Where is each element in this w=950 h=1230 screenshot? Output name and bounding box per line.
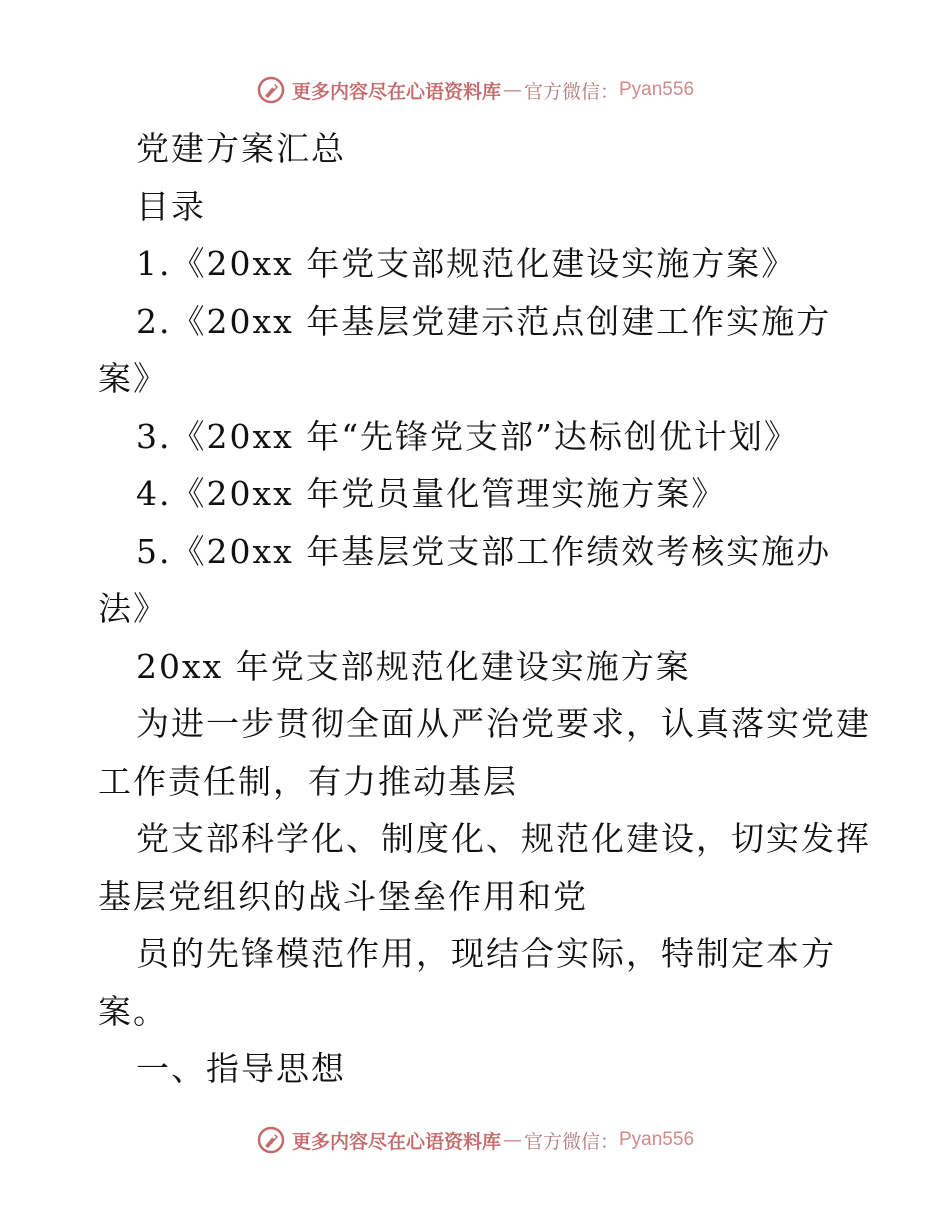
watermark-brand: 更多内容尽在心语资料库: [291, 80, 501, 103]
document-line: 员的先锋模范作用，现结合实际，特制定本方: [136, 934, 836, 973]
document-line: 3.《20xx 年“先锋党支部”达标创优计划》: [136, 416, 799, 456]
pen-nib-circle-icon: [256, 1125, 286, 1155]
document-line: 20xx 年党支部规范化建设实施方案: [136, 646, 691, 686]
watermark-dash: —: [502, 1129, 522, 1151]
document-line: 党支部科学化、制度化、规范化建设，切实发挥: [136, 819, 871, 858]
document-line: 工作责任制，有力推动基层: [98, 761, 518, 801]
document-line: 目录: [136, 186, 206, 226]
document-line: 法》: [98, 589, 168, 628]
document-line: 案》: [98, 359, 168, 398]
watermark-id: Pyan556: [619, 79, 695, 100]
document-line: 2.《20xx 年基层党建示范点创建工作实施方: [136, 301, 832, 341]
document-line: 一、指导思想: [136, 1049, 346, 1088]
document-line: 基层党组织的战斗堡垒作用和党: [98, 876, 588, 916]
document-line: 5.《20xx 年基层党支部工作绩效考核实施办: [136, 531, 832, 571]
footer-watermark: [0, 1120, 950, 1160]
document-line: 1.《20xx 年党支部规范化建设实施方案》: [136, 244, 797, 283]
watermark-brand: 更多内容尽在心语资料库: [291, 1130, 501, 1153]
watermark-dash: —: [502, 79, 522, 101]
pen-nib-circle-icon: [256, 75, 286, 105]
watermark-label: 官方微信：: [523, 1130, 619, 1153]
document-line: 案。: [98, 991, 168, 1031]
watermark-id: Pyan556: [619, 1129, 695, 1150]
document-line: 党建方案汇总: [136, 129, 346, 168]
document-line: 4.《20xx 年党员量化管理实施方案》: [136, 474, 727, 513]
document-line: 为进一步贯彻全面从严治党要求，认真落实党建: [136, 704, 871, 743]
header-watermark: [0, 70, 950, 110]
document-body: [98, 120, 871, 1098]
watermark-label: 官方微信：: [523, 80, 619, 103]
